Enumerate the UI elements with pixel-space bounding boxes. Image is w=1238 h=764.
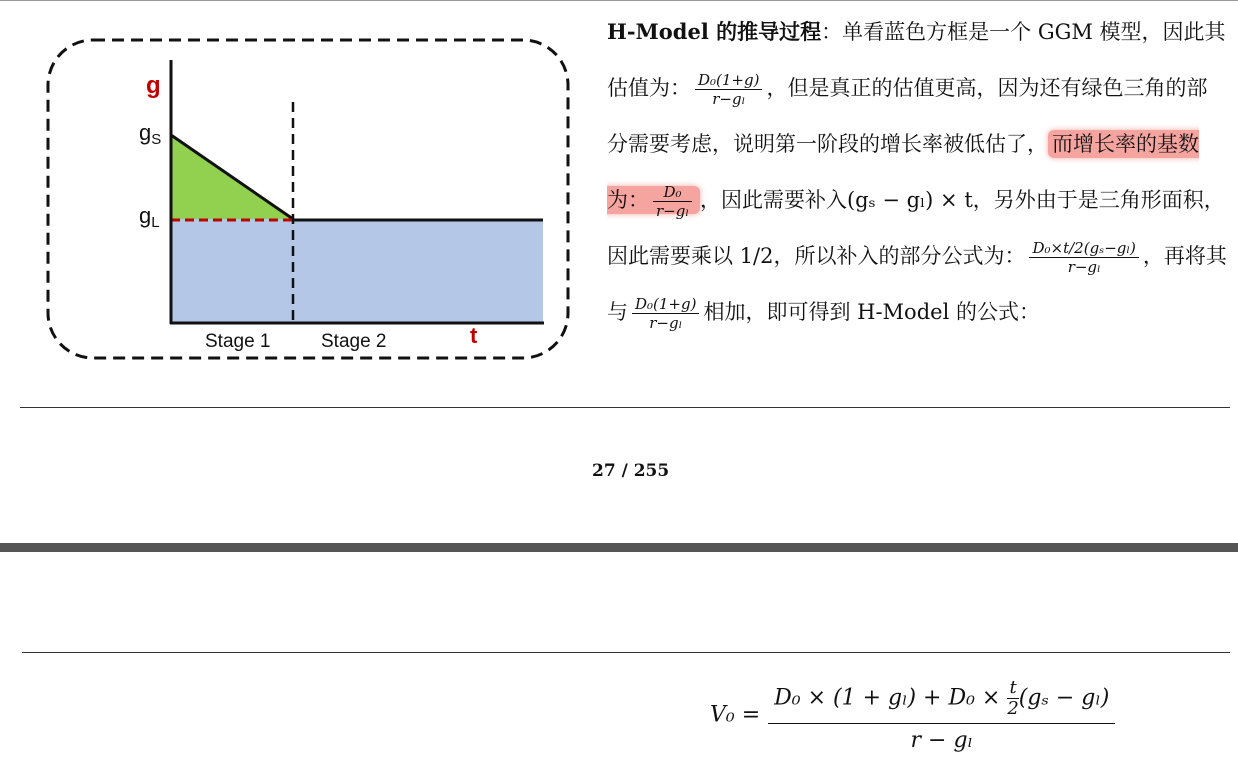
gs-label: gS (139, 120, 162, 148)
x-axis-label: t (470, 323, 478, 348)
page-separator (0, 543, 1238, 552)
stage1-label: Stage 1 (205, 331, 271, 352)
highlighted-text: 而增长率的基数为： $\frac{\text{D₀}}{\text{r−gₗ}}$ (607, 132, 1199, 220)
h-model-formula (710, 678, 1115, 753)
fraction-1: $\frac{\text{D₀(1+g)}}{\text{r−gₗ}}$ (695, 71, 762, 108)
fraction-4: $\frac{\text{D₀(1+g)}}{\text{r−gₗ}}$ (632, 295, 699, 332)
next-page-top-rule (22, 652, 1230, 653)
t-over-2: $\frac{t}{2}$ (1007, 677, 1019, 719)
stage2-label: Stage 2 (321, 331, 387, 352)
fraction-2: $\frac{\text{D₀}}{\text{r−gₗ}}$ (653, 183, 692, 220)
page-number: 27 / 255 (592, 461, 670, 481)
paragraph-title: H-Model 的推导过程 (607, 19, 822, 44)
text-segment-3: ，因此需要补入(gₛ − gₗ) × t，另外由于是三角形面积，因此需要乘以 1/2，所以补入的部分公式为： (607, 188, 1225, 268)
page-bottom-rule (20, 407, 1230, 408)
text-segment-1: ：单看蓝色方框是一个 GGM 模型，因此其估值为： (607, 20, 1226, 100)
top-border (0, 0, 1238, 1)
h-model-figure (40, 30, 580, 370)
fraction-3: $\frac{\text{D₀×t/2(gₛ−gₗ)}}{\text{r−gₗ}}$ (1029, 239, 1138, 276)
gl-label: gL (139, 203, 160, 231)
text-segment-4: ，再将其与 (607, 244, 1227, 324)
formula-den: r − gₗ (910, 728, 973, 753)
text-segment-2: ，但是真正的估值更高，因为还有绿色三角的部分需要考虑，说明第一阶段的增长率被低估了， (607, 76, 1208, 156)
y-axis-label: g (146, 72, 161, 99)
blue-region (171, 219, 543, 323)
text-segment-5: 相加，即可得到 H-Model 的公式： (703, 300, 1040, 324)
formula-num-part2: (gₛ − gₗ) (1018, 685, 1110, 711)
derivation-paragraph (607, 4, 1227, 340)
formula-num-part1: D₀ × (1 + gₗ) + D₀ × (774, 685, 1001, 711)
formula-fraction (768, 678, 1115, 753)
formula-lhs: V₀ = (710, 702, 761, 728)
